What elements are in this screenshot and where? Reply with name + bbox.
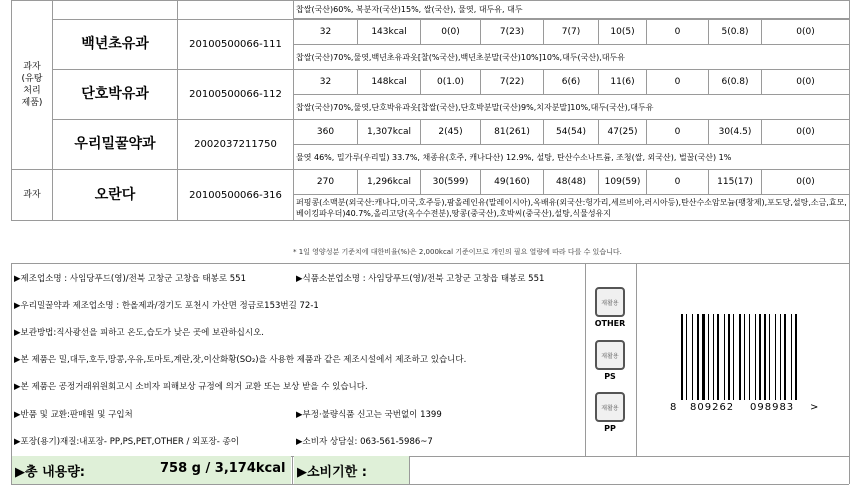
recycle-other <box>593 287 627 328</box>
barcode-bar <box>780 314 781 400</box>
barcode-bar <box>762 314 763 400</box>
nutrition-value: 32 <box>294 70 358 95</box>
product-name: 우리밀꿀약과 <box>53 120 178 170</box>
barcode-bar <box>708 314 709 400</box>
barcode-bar <box>795 314 797 400</box>
nutrition-value: 30(599) <box>421 170 481 195</box>
nutrition-value: 0(1.0) <box>421 70 481 95</box>
barcode-bar <box>742 314 743 400</box>
product-row <box>12 170 850 195</box>
nutrition-value: 5(0.8) <box>709 20 762 45</box>
barcode-bar <box>694 314 696 400</box>
recycle-pp-icon: 재활용 <box>595 392 625 422</box>
maker-info: ▶제조업소명 : 사임당푸드(영)/전북 고창군 고창읍 태봉로 551 <box>14 274 246 284</box>
ingredients: 찹쌀(국산)70%,물엿,단호박유과옷[찹쌀(국산),단호박분말(국산)9%,치자분말]10%,대두(국산),대두유 <box>294 95 850 120</box>
barcode-bar <box>793 314 794 400</box>
ingredients: 물엿 46%, 밀가루(우리밀) 33.7%, 채종유(호주, 캐나다산) 12.9%, 설탕, 탄산수소나트륨, 조청(쌀, 외국산), 벌꿀(국산) 1% <box>294 145 850 170</box>
barcode-bar <box>706 314 707 400</box>
recycle-pp <box>593 392 627 433</box>
nutrition-value: 48(48) <box>544 170 599 195</box>
group-category: 과자 (유탕 처리 제품) <box>12 1 53 170</box>
barcode-bar <box>726 314 727 400</box>
report-info: ▶부정·불량식품 신고는 국번없이 1399 <box>296 410 442 420</box>
ingredients: 찹쌀(국산)70%,물엿,백년초유과옷[찰(%국산),백년초분말(국산)10%]10%,대두(국산),대두유 <box>294 45 850 70</box>
product-name: 백년초유과 <box>53 20 178 70</box>
barcode-bar <box>681 314 683 400</box>
nutrition-value: 0 <box>647 70 709 95</box>
barcode-bar <box>767 314 768 400</box>
barcode-group-1: 809262 <box>690 402 735 413</box>
barcode-bar <box>733 314 734 400</box>
barcode-bar <box>769 314 770 400</box>
nutrition-value: 2(45) <box>421 120 481 145</box>
product-code: 20100500066-111 <box>178 20 294 70</box>
nutrition-value: 270 <box>294 170 358 195</box>
product-code: 20100500066-316 <box>178 170 294 221</box>
storage-info: ▶보관방법:직사광선을 피하고 온도,습도가 낮은 곳에 보관하십시오. <box>14 328 265 338</box>
barcode-bar <box>777 314 779 400</box>
barcode-bar <box>731 314 732 400</box>
barcode-left-digit: 8 <box>670 402 678 413</box>
barcode-bar <box>782 314 783 400</box>
barcode-bar <box>787 314 790 400</box>
nutrition-value: 11(6) <box>599 70 647 95</box>
recycle-other-label: OTHER <box>594 319 626 328</box>
barcode-group-2: 098983 <box>750 402 795 413</box>
consumer-info: ▶소비자 상담실: 063-561-5986~7 <box>296 437 433 447</box>
nutrition-value: 6(6) <box>544 70 599 95</box>
nutrition-table <box>11 0 850 241</box>
yakgwa-maker-info: ▶우리밀꿀약과 제조업소명 : 한올제과/경기도 포천시 가산면 정금로153번길 72-1 <box>14 301 319 311</box>
barcode-bar <box>697 314 699 400</box>
packaging-info: ▶포장(용기)재질:내포장- PP,PS,PET,OTHER / 외포장- 종이 <box>14 437 239 447</box>
barcode-bar <box>735 314 738 400</box>
nutrition-value: 6(0.8) <box>709 70 762 95</box>
barcode <box>681 314 808 400</box>
seller-info: ▶식품소분업소명 : 사임당푸드(영)/전북 고창군 고창읍 태봉로 551 <box>296 274 545 284</box>
nutrition-value: 0 <box>647 170 709 195</box>
barcode-bar <box>702 314 705 400</box>
total-content-value: 758 g / 3,174kcal <box>160 461 286 476</box>
recycle-other-icon: 재활용 <box>595 287 625 317</box>
nutrition-value: 10(5) <box>599 20 647 45</box>
nutrition-value: 148kcal <box>358 70 421 95</box>
barcode-bar <box>684 314 685 400</box>
barcode-bar <box>720 314 723 400</box>
barcode-bar <box>744 314 745 400</box>
ingredients: 찹쌀(국산)60%, 복분자(국산)15%, 쌀(국산), 물엿, 대두유, 대두 <box>294 1 850 19</box>
nutrition-value: 109(59) <box>599 170 647 195</box>
product-name <box>53 1 178 20</box>
barcode-bar <box>713 314 714 400</box>
barcode-bar <box>764 314 766 400</box>
barcode-bar <box>775 314 776 400</box>
barcode-bar <box>757 314 758 400</box>
barcode-bar <box>686 314 687 400</box>
allergen-notice: ▶본 제품은 밀,대두,호두,땅콩,우유,토마토,계란,잣,이산화황(SO₂)을 사용한 제품과 같은 제조시설에서 제조하고 있습니다. <box>14 355 467 365</box>
recycle-ps-icon: 재활용 <box>595 340 625 370</box>
nutrition-value: 143kcal <box>358 20 421 45</box>
nutrition-value: 360 <box>294 120 358 145</box>
barcode-bar <box>746 314 748 400</box>
barcode-bar <box>751 314 754 400</box>
product-name: 오란다 <box>53 170 178 221</box>
nutrition-value: 0(0) <box>762 170 850 195</box>
compensation-info: ▶본 제품은 공정거래위원회고시 소비자 피해보상 규정에 의거 교환 또는 보상 받을 수 있습니다. <box>14 382 368 392</box>
product-name: 단호박유과 <box>53 70 178 120</box>
barcode-bar <box>700 314 701 400</box>
nutrition-value: 47(25) <box>599 120 647 145</box>
nutrition-value: 0(0) <box>762 120 850 145</box>
barcode-bar <box>759 314 761 400</box>
nutrition-value: 0 <box>647 120 709 145</box>
barcode-bar <box>728 314 730 400</box>
barcode-bar <box>784 314 786 400</box>
nutrition-value: 7(23) <box>481 20 544 45</box>
nutrition-value: 32 <box>294 20 358 45</box>
barcode-bar <box>724 314 725 400</box>
nutrition-value: 7(7) <box>544 20 599 45</box>
barcode-bar <box>715 314 716 400</box>
product-code: 2002037211750 <box>178 120 294 170</box>
nutrition-value: 115(17) <box>709 170 762 195</box>
nutrition-value: 7(22) <box>481 70 544 95</box>
category-cell: 과자 <box>12 170 53 221</box>
barcode-bar <box>749 314 750 400</box>
return-info: ▶반품 및 교환:판매원 및 구입처 <box>14 410 133 420</box>
nutrition-value: 30(4.5) <box>709 120 762 145</box>
barcode-bar <box>771 314 774 400</box>
nutrition-value: 49(160) <box>481 170 544 195</box>
barcode-arrow: > <box>810 402 820 413</box>
barcode-bar <box>755 314 756 400</box>
expiry-label: ▶소비기한 : <box>297 465 367 480</box>
product-code: 20100500066-112 <box>178 70 294 120</box>
barcode-bar <box>739 314 741 400</box>
barcode-bar <box>710 314 712 400</box>
ingredients: 퍼핑콩(소맥분(외국산:캐나다,미국,호주등),팜올레인유(말레이시아),옥배유(외국산:헝가리,세르비아,러시아등),탄산수소암모늄(팽창제),포도당,설탕,소금,효모,베이킹파우더)40.7%,올리고당(옥수수전분),땅콩(중국산),호박씨(중국산),설탕,식물성유지 <box>294 195 850 221</box>
nutrition-value: 0 <box>647 20 709 45</box>
barcode-bar <box>688 314 691 400</box>
barcode-bar <box>791 314 792 400</box>
product-row <box>12 120 850 145</box>
total-content-label: ▶총 내용량: <box>15 465 85 480</box>
nutrition-value: 0(0) <box>762 20 850 45</box>
nutrition-value: 1,307kcal <box>358 120 421 145</box>
recycle-pp-label: PP <box>604 424 616 433</box>
barcode-bar <box>692 314 693 400</box>
product-code <box>178 1 294 20</box>
product-row <box>12 70 850 95</box>
nutrition-value: 81(261) <box>481 120 544 145</box>
recycle-ps-label: PS <box>604 372 616 381</box>
nutrition-value: 0(0) <box>762 70 850 95</box>
nutrition-value: 1,296kcal <box>358 170 421 195</box>
nutrition-value: 0(0) <box>421 20 481 45</box>
recycle-ps <box>593 340 627 381</box>
daily-value-note: * 1일 영양성분 기준치에 대한비율(%)은 2,000kcal 기준이므로 개인의 필요 열량에 따라 다를 수 있습니다. <box>293 248 622 256</box>
product-row <box>12 20 850 45</box>
product-row <box>12 1 850 19</box>
barcode-bar <box>717 314 719 400</box>
nutrition-value: 54(54) <box>544 120 599 145</box>
